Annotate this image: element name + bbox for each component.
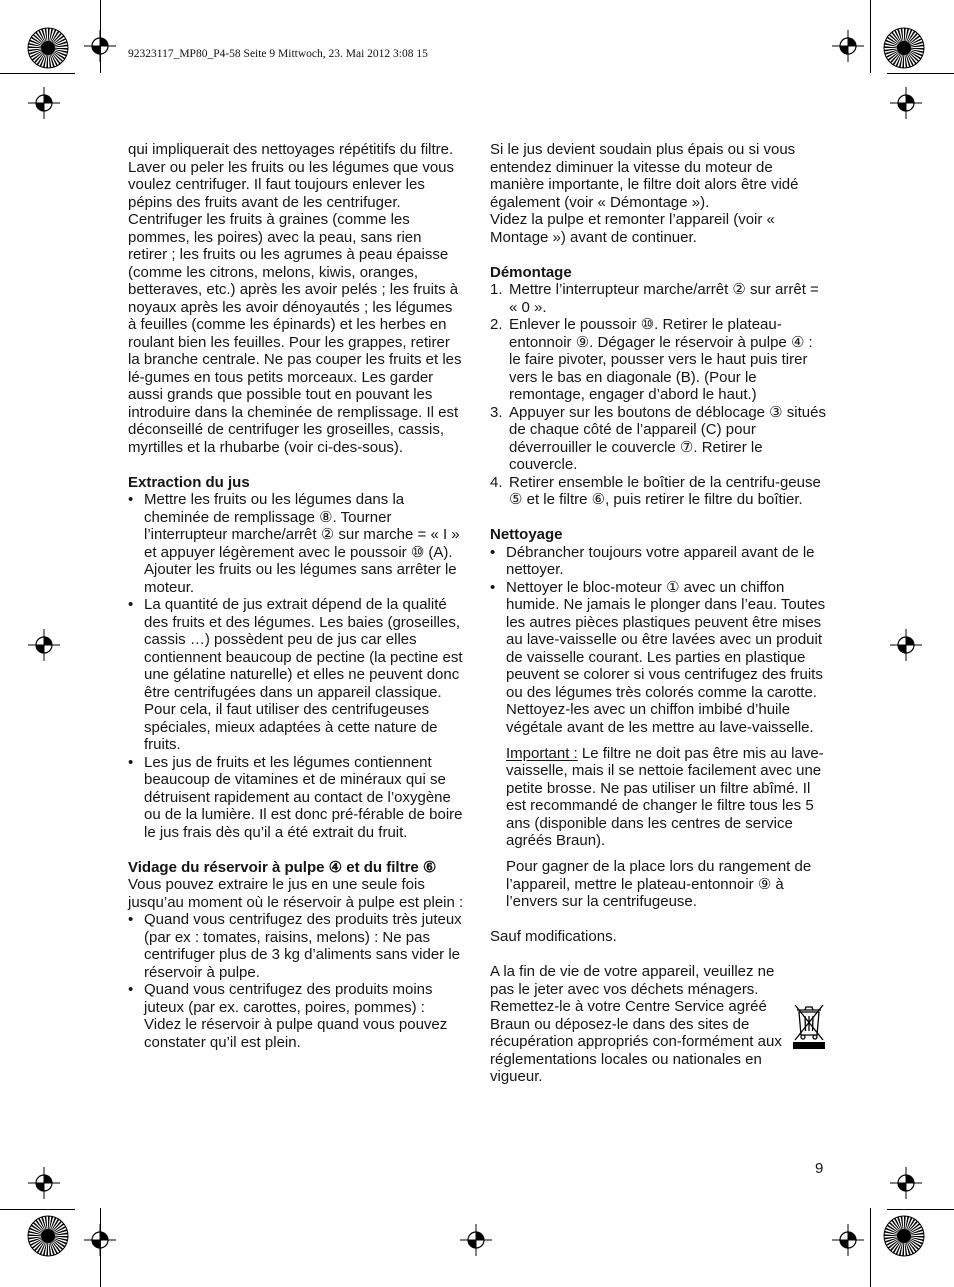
page-number: 9 — [815, 1160, 824, 1177]
registration-mark-icon — [890, 87, 922, 119]
fin-de-vie-paragraph: A la fin de vie de votre appareil, veuillez ne pas le jeter avec vos déchets ménagers. Remettez-le à votre Centre Service agréé Braun ou déposez-le dans des sites de récupération appropriés con-formément aux réglementations locales ou nationales en vigueur. — [490, 963, 782, 1085]
step-text: Appuyer sur les boutons de déblocage ③ situés de chaque côté de l’appareil (C) pour déverrouiller le couvercle ⑦. Retirer le couvercle. — [509, 403, 826, 473]
starburst-target-icon — [883, 1215, 925, 1257]
registration-mark-icon — [28, 87, 60, 119]
step-number: 1. — [490, 281, 503, 298]
step-text: Mettre l’interrupteur marche/arrêt ② sur arrêt = « 0 ». — [509, 281, 819, 316]
registration-mark-icon — [890, 1167, 922, 1199]
list-item: • Mettre les fruits ou les légumes dans la cheminée de remplissage ⑧. Tourner l’interrupteur marche/arrêt ② sur marche = « I » et appuyer légèrement avec le poussoir ⑩ (A). Ajouter les fruits ou les légumes sans arrêter le moteur. — [128, 491, 464, 596]
step-item — [490, 474, 826, 509]
step-number: 4. — [490, 473, 503, 491]
list-item: • Quand vous centrifugez des produits très juteux (par ex : tomates, raisins, melons) : Ne pas centrifuger plus de 3 kg d’aliments sans vider le réservoir à pulpe. — [128, 911, 464, 981]
crossed-out-wheelie-bin-icon — [792, 1002, 826, 1050]
registration-mark-icon — [28, 629, 60, 661]
section-title-vidage: Vidage du réservoir à pulpe ④ et du filtre ⑥ — [128, 858, 437, 876]
starburst-target-icon — [883, 27, 925, 69]
list-item: • Les jus de fruits et les légumes contiennent beaucoup de vitamines et de minéraux qui se détruisent rapidement au contact de l’oxygène ou de la lumière. Il est donc pré-férable de boire le jus frais dès qu’il a été extrait du fruit. — [128, 754, 464, 842]
list-item: • La quantité de jus extrait dépend de la qualité des fruits et des légumes. Les baies (groseilles, cassis …) possèdent peu de jus car elles contiennent beaucoup de pectine (la pectine est une gélatine naturelle) et elles ne peuvent donc être centrifugées dans un appareil classique. Pour cela, il faut utiliser des centrifugeuses spéciales, mieux adaptées à cette nature de fruits. — [128, 596, 464, 754]
registration-mark-icon — [832, 1224, 864, 1256]
section-title-extraction: Extraction du jus — [128, 473, 250, 491]
important-note — [490, 745, 826, 850]
list-item: • Débrancher toujours votre appareil avant de le nettoyer. — [490, 544, 826, 579]
list-item: • Quand vous centrifugez des produits moins juteux (par ex. carottes, poires, pommes) : Videz le réservoir à pulpe quand vous pouvez constater qu’il est plein. — [128, 981, 464, 1051]
step-item — [490, 281, 826, 316]
extraction-list — [128, 491, 464, 841]
crop-line — [870, 0, 871, 73]
step-number: 3. — [490, 403, 503, 421]
rangement-paragraph: Pour gagner de la place lors du rangement de l’appareil, mettre le plateau-entonnoir ⑨ à l’envers sur la centrifugeuse. — [506, 858, 812, 910]
right-column — [490, 141, 826, 1086]
section-title-nettoyage: Nettoyage — [490, 526, 563, 543]
important-label: Important : — [506, 744, 578, 762]
nettoyage-list — [490, 544, 826, 737]
demontage-steps — [490, 281, 826, 509]
registration-mark-icon — [84, 1224, 116, 1256]
sauf-modifications: Sauf modifications. — [490, 928, 617, 945]
registration-mark-icon — [832, 30, 864, 62]
registration-mark-icon — [84, 30, 116, 62]
step-item — [490, 316, 826, 404]
step-text: Enlever le poussoir ⑩. Retirer le plateau-entonnoir ⑨. Dégager le réservoir à pulpe ④ : le faire pivoter, pousser vers le haut puis tirer vers le bas en diagonale (B). (Pour le remontage, engager d’abord le haut.) — [509, 316, 813, 403]
section-title-demontage: Démontage — [490, 263, 572, 281]
intro-paragraph-1: Si le jus devient soudain plus épais ou si vous entendez diminuer la vitesse du moteur de manière importante, le filtre doit alors être vidé également (voir « Démontage »). — [490, 141, 799, 211]
crop-line — [870, 1208, 871, 1287]
print-header: 92323117_MP80_P4-58 Seite 9 Mittwoch, 23. Mai 2012 3:08 15 — [128, 48, 428, 60]
left-column — [128, 141, 464, 1051]
crop-line — [887, 73, 954, 74]
crop-line — [0, 73, 75, 74]
step-number: 2. — [490, 316, 503, 333]
step-item — [490, 404, 826, 474]
step-text: Retirer ensemble le boîtier de la centrifu-geuse ⑤ et le filtre ⑥, puis retirer le filtre du boîtier. — [509, 473, 821, 508]
crop-line — [0, 1209, 75, 1210]
registration-mark-icon — [890, 629, 922, 661]
crop-line — [887, 1209, 954, 1210]
starburst-target-icon — [27, 1215, 69, 1257]
important-text: Le filtre ne doit pas être mis au lave-vaisselle, mais il se nettoie facilement avec une petite brosse. Ne pas utiliser un filtre abîmé. Il est recommandé de changer le filtre tous les 5 ans (disponible dans les centres de service agréés Braun). — [506, 744, 824, 849]
starburst-target-icon — [27, 27, 69, 69]
list-item: • Nettoyer le bloc-moteur ① avec un chiffon humide. Ne jamais le plonger dans l’eau. Toutes les autres pièces plastiques peuvent être mises au lave-vaisselle ou être lavées avec un produit de vaisselle courant. Les parties en plastique peuvent se colorer si vous centrifugez des fruits ou des légumes très colorés comme la carotte. Nettoyez-les avec un chiffon imbibé d’huile végétale avant de les mettre au lave-vaisselle. — [490, 579, 826, 737]
vidage-intro: Vous pouvez extraire le jus en une seule fois jusqu’au moment où le réservoir à pulpe est plein : — [128, 876, 464, 911]
intro-paragraph: qui impliquerait des nettoyages répétitifs du filtre. Laver ou peler les fruits ou les légumes que vous voulez centrifuger. Il faut toujours enlever les pépins des fruits avant de les centrifuger. Centrifuger les fruits à graines (comme les pommes, les poires) avec la peau, sans rien retirer ; les fruits ou les agrumes à peau épaisse (comme les citrons, melons, kiwis, oranges, betteraves, etc.) après les avoir pelés ; les fruits à noyaux après les avoir dénoyautés ; les légumes à feuilles (comme les épinards) et les herbes en roulant bien les feuilles. Pour les grappes, retirer la branche centrale. Ne pas couper les fruits et les lé-gumes en tous petits morceaux. Les garder aussi grands que possible tout en pouvant les introduire dans la cheminée de remplissage. Il est déconseillé de centrifuger les groseilles, cassis, myrtilles et la rhubarbe (voir ci-des-sous). — [128, 141, 462, 456]
vidage-list — [128, 911, 464, 1051]
intro-paragraph-2: Videz la pulpe et remonter l’appareil (voir « Montage ») avant de continuer. — [490, 211, 775, 246]
registration-mark-icon — [460, 1224, 492, 1256]
registration-mark-icon — [28, 1167, 60, 1199]
